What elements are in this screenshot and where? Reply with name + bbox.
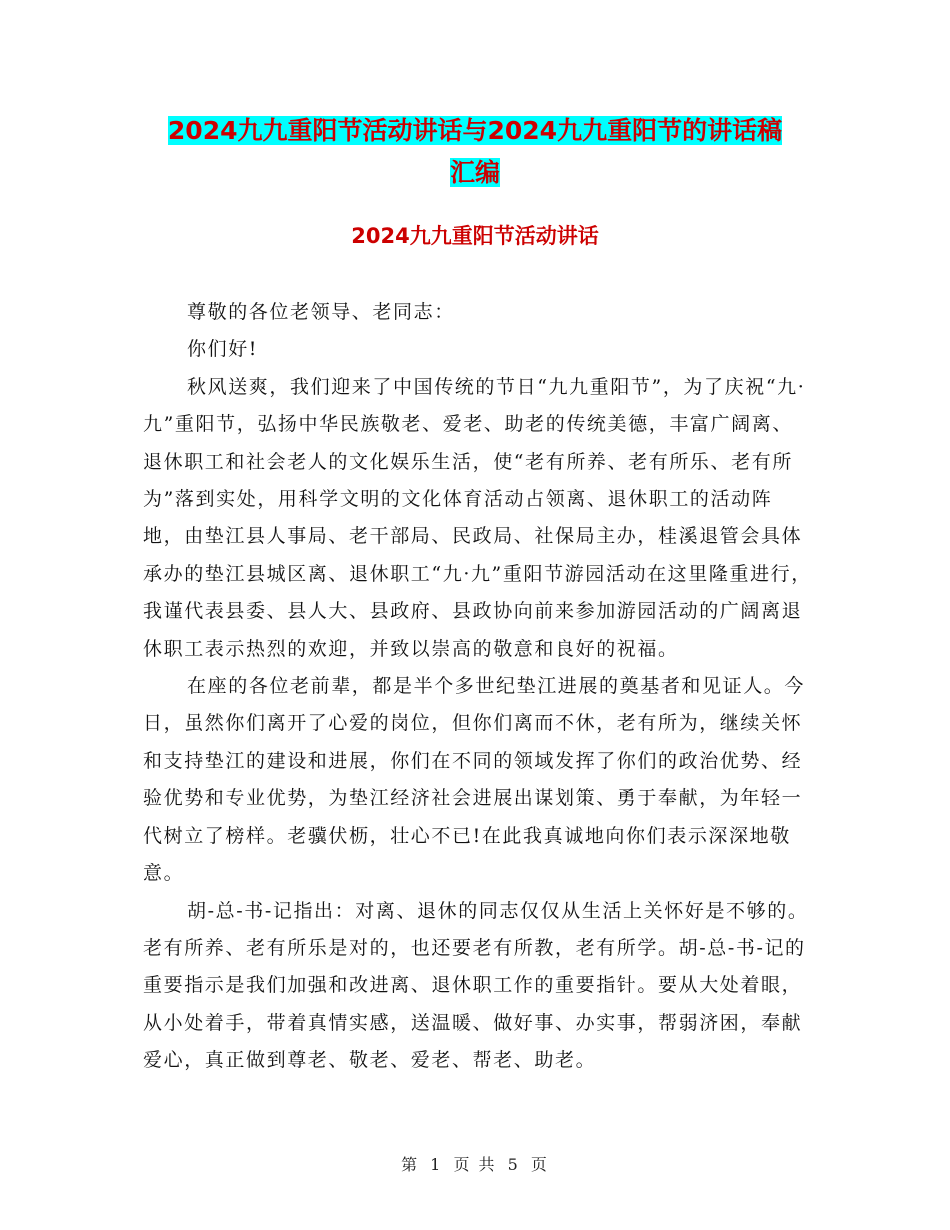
footer-total-pages: 5 [507, 1155, 520, 1174]
paragraph-1: 秋风送爽，我们迎来了中国传统的节日“九九重阳节”，为了庆祝“九·九”重阳节，弘扬中华民族敬老、爱老、助老的传统美德，丰富广阔离、退休职工和社会老人的文化娱乐生活，使“老有所养、老有所乐、老有所为”落到实处，用科学文明的文化体育活动占领离、退休职工的活动阵地，由垫江县人事局、老干部局、民政局、社保局主办，桂溪退管会具体承办的垫江县城区离、退休职工“九·九”重阳节游园活动在这里隆重进行，我谨代表县委、县人大、县政府、县政协向前来参加游园活动的广阔离退休职工表示热烈的欢迎，并致以崇高的敬意和良好的祝福。 [143, 375, 812, 660]
paragraph-2: 在座的各位老前辈，都是半个多世纪垫江进展的奠基者和见证人。今日，虽然你们离开了心爱的岗位，但你们离而不休，老有所为，继续关怀和支持垫江的建设和进展，你们在不同的领域发挥了你们的政治优势、经验优势和专业优势，为垫江经济社会进展出谋划策、勇于奉献，为年轻一代树立了榜样。老骥伏枥，壮心不已!在此我真诚地向你们表示深深地敬意。 [143, 675, 806, 885]
footer-label-of: 页 共 [453, 1155, 497, 1174]
document-body [143, 294, 813, 1080]
footer-label-end: 页 [530, 1155, 549, 1174]
greeting: 你们好! [187, 338, 259, 361]
title-line-2: 汇编 [449, 158, 500, 187]
footer-label-page: 第 [401, 1155, 420, 1174]
title-line-1: 2024九九重阳节活动讲话与2024九九重阳节的讲话稿 [167, 116, 783, 145]
footer-page-number: 1 [430, 1155, 443, 1174]
document-title [140, 110, 810, 194]
paragraph-3: 胡-总-书-记指出：对离、退休的同志仅仅从生活上关怀好是不够的。老有所养、老有所乐是对的，也还要老有所教，老有所学。胡-总-书-记的重要指示是我们加强和改进离、退休职工作的重要指针。要从大处着眼，从小处着手，带着真情实感，送温暖、做好事、办实事，帮弱济困，奉献爱心，真正做到尊老、敬老、爱老、帮老、助老。 [143, 899, 809, 1072]
section-heading: 2024九九重阳节活动讲话 [351, 224, 599, 248]
page-footer [0, 1155, 950, 1175]
salutation: 尊敬的各位老领导、老同志： [187, 301, 455, 323]
